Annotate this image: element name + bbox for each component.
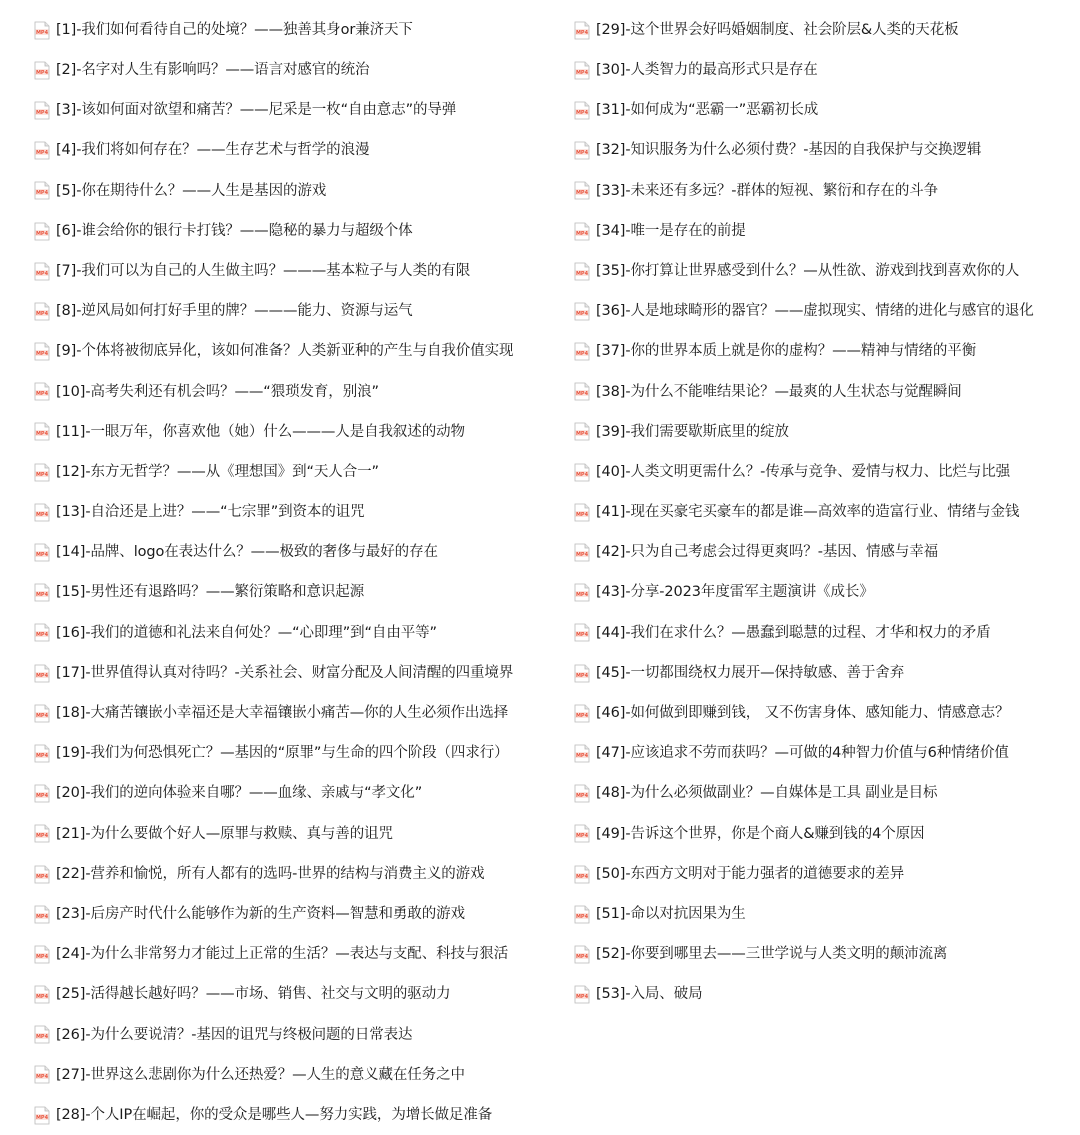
file-name: [25]-活得越长越好吗？——市场、销售、社交与文明的驱动力 xyxy=(56,986,451,1003)
file-name: [28]-个人IP在崛起，你的受众是哪些人—努力实践，为增长做足准备 xyxy=(56,1106,493,1123)
mp4-file-icon xyxy=(574,262,590,281)
file-name: [24]-为什么非常努力才能过上正常的生活？—表达与支配、科技与狠活 xyxy=(56,946,509,963)
mp4-file-icon xyxy=(34,181,50,200)
file-item[interactable] xyxy=(34,332,564,372)
svg-text:MP4: MP4 xyxy=(35,1034,49,1041)
svg-text:MP4: MP4 xyxy=(35,1114,49,1121)
svg-text:MP4: MP4 xyxy=(35,994,49,1001)
file-name: [42]-只为自己考虑会过得更爽吗？-基因、情感与幸福 xyxy=(596,544,939,561)
svg-text:MP4: MP4 xyxy=(575,230,589,237)
mp4-file-icon xyxy=(574,21,590,40)
file-item[interactable] xyxy=(34,372,564,412)
file-item[interactable] xyxy=(574,934,1074,974)
mp4-file-icon xyxy=(34,21,50,40)
file-name: [21]-为什么要做个好人—原罪与救赎、真与善的诅咒 xyxy=(56,825,393,842)
file-name: [40]-人类文明更需什么？-传承与竞争、爱情与权力、比烂与比强 xyxy=(596,463,1011,480)
file-item[interactable] xyxy=(34,573,564,613)
file-item[interactable] xyxy=(34,211,564,251)
mp4-file-icon xyxy=(34,784,50,803)
svg-text:MP4: MP4 xyxy=(575,793,589,800)
file-item[interactable] xyxy=(574,774,1074,814)
mp4-file-icon xyxy=(34,101,50,120)
mp4-file-icon xyxy=(34,623,50,642)
file-item[interactable] xyxy=(574,372,1074,412)
file-item[interactable] xyxy=(34,412,564,452)
mp4-file-icon xyxy=(574,664,590,683)
svg-text:MP4: MP4 xyxy=(35,471,49,478)
file-item[interactable] xyxy=(34,452,564,492)
file-name: [3]-该如何面对欲望和痛苦？——尼采是一枚“自由意志”的导弹 xyxy=(56,102,457,119)
mp4-file-icon xyxy=(574,422,590,441)
file-name: [41]-现在买豪宅买豪车的都是谁—高效率的造富行业、情绪与金钱 xyxy=(596,504,1020,521)
svg-text:MP4: MP4 xyxy=(575,431,589,438)
mp4-file-icon xyxy=(34,382,50,401)
file-item[interactable] xyxy=(574,975,1074,1015)
mp4-file-icon xyxy=(34,222,50,241)
mp4-file-icon xyxy=(34,905,50,924)
svg-text:MP4: MP4 xyxy=(35,592,49,599)
file-name: [15]-男性还有退路吗？——繁衍策略和意识起源 xyxy=(56,584,365,601)
svg-text:MP4: MP4 xyxy=(35,351,49,358)
file-name: [38]-为什么不能唯结果论？—最爽的人生状态与觉醒瞬间 xyxy=(596,383,962,400)
file-name: [45]-一切都围绕权力展开—保持敏感、善于舍弃 xyxy=(596,664,905,681)
file-item[interactable] xyxy=(574,492,1074,532)
file-name: [17]-世界值得认真对待吗？-关系社会、财富分配及人间清醒的四重境界 xyxy=(56,664,514,681)
file-name: [36]-人是地球畸形的器官？——虚拟现实、情绪的进化与感官的退化 xyxy=(596,303,1034,320)
file-item[interactable] xyxy=(34,291,564,331)
mp4-file-icon xyxy=(34,342,50,361)
file-name: [1]-我们如何看待自己的处境？——独善其身or兼济天下 xyxy=(56,21,413,38)
file-name: [11]-一眼万年，你喜欢他（她）什么———人是自我叙述的动物 xyxy=(56,423,465,440)
file-name: [18]-大痛苦镶嵌小幸福还是大幸福镶嵌小痛苦—你的人生必须作出选择 xyxy=(56,705,509,722)
mp4-file-icon xyxy=(574,704,590,723)
file-item[interactable] xyxy=(574,814,1074,854)
file-name: [27]-世界这么悲剧你为什么还热爱？—人生的意义藏在任务之中 xyxy=(56,1066,465,1083)
svg-text:MP4: MP4 xyxy=(35,190,49,197)
mp4-file-icon xyxy=(574,583,590,602)
file-name: [20]-我们的逆向体验来自哪？——血缘、亲戚与“孝文化” xyxy=(56,785,423,802)
mp4-file-icon xyxy=(574,623,590,642)
mp4-file-icon xyxy=(34,1106,50,1125)
svg-text:MP4: MP4 xyxy=(35,552,49,559)
svg-text:MP4: MP4 xyxy=(35,712,49,719)
svg-text:MP4: MP4 xyxy=(35,512,49,519)
mp4-file-icon xyxy=(574,342,590,361)
mp4-file-icon xyxy=(34,1025,50,1044)
file-item[interactable] xyxy=(574,10,1074,50)
file-item[interactable] xyxy=(34,171,564,211)
file-name: [9]-个体将被彻底异化，该如何准备？人类新亚种的产生与自我价值实现 xyxy=(56,343,514,360)
svg-text:MP4: MP4 xyxy=(35,391,49,398)
svg-text:MP4: MP4 xyxy=(35,873,49,880)
file-item[interactable] xyxy=(574,733,1074,773)
mp4-file-icon xyxy=(34,704,50,723)
mp4-file-icon xyxy=(34,824,50,843)
file-name: [14]-品牌、logo在表达什么？——极致的奢侈与最好的存在 xyxy=(56,544,438,561)
file-item[interactable] xyxy=(34,90,564,130)
file-name: [33]-未来还有多远？-群体的短视、繁衍和存在的斗争 xyxy=(596,182,939,199)
file-item[interactable] xyxy=(574,171,1074,211)
file-name: [29]-这个世界会好吗婚姻制度、社会阶层&人类的天花板 xyxy=(596,21,959,38)
file-item[interactable] xyxy=(34,975,564,1015)
svg-text:MP4: MP4 xyxy=(575,471,589,478)
file-item[interactable] xyxy=(34,492,564,532)
mp4-file-icon xyxy=(574,181,590,200)
mp4-file-icon xyxy=(34,141,50,160)
svg-text:MP4: MP4 xyxy=(35,672,49,679)
svg-text:MP4: MP4 xyxy=(35,793,49,800)
file-item[interactable] xyxy=(34,814,564,854)
mp4-file-icon xyxy=(574,101,590,120)
svg-text:MP4: MP4 xyxy=(575,672,589,679)
file-name: [22]-营养和愉悦，所有人都有的选吗-世界的结构与消费主义的游戏 xyxy=(56,865,485,882)
svg-text:MP4: MP4 xyxy=(575,150,589,157)
file-name: [2]-名字对人生有影响吗？——语言对感官的统治 xyxy=(56,62,370,79)
file-name: [32]-知识服务为什么必须付费？-基因的自我保护与交换逻辑 xyxy=(596,142,982,159)
mp4-file-icon xyxy=(574,543,590,562)
file-name: [53]-入局、破局 xyxy=(596,986,703,1003)
svg-text:MP4: MP4 xyxy=(35,1074,49,1081)
file-item[interactable] xyxy=(574,573,1074,613)
mp4-file-icon xyxy=(34,985,50,1004)
file-item[interactable] xyxy=(34,50,564,90)
mp4-file-icon xyxy=(34,503,50,522)
svg-text:MP4: MP4 xyxy=(575,391,589,398)
file-name: [51]-命以对抗因果为生 xyxy=(596,905,746,922)
svg-text:MP4: MP4 xyxy=(575,712,589,719)
svg-text:MP4: MP4 xyxy=(575,311,589,318)
file-item[interactable] xyxy=(574,412,1074,452)
mp4-file-icon xyxy=(34,1065,50,1084)
file-name: [46]-如何做到即赚到钱， 又不伤害身体、感知能力、情感意志？ xyxy=(596,705,1010,722)
file-item[interactable] xyxy=(574,211,1074,251)
file-item[interactable] xyxy=(34,733,564,773)
mp4-file-icon xyxy=(574,905,590,924)
svg-text:MP4: MP4 xyxy=(35,753,49,760)
svg-text:MP4: MP4 xyxy=(575,954,589,961)
file-item[interactable] xyxy=(34,10,564,50)
file-name: [19]-我们为何恐惧死亡？—基因的“原罪”与生命的四个阶段（四求行） xyxy=(56,745,509,762)
file-name: [37]-你的世界本质上就是你的虚构？——精神与情绪的平衡 xyxy=(596,343,977,360)
file-name: [52]-你要到哪里去——三世学说与人类文明的颠沛流离 xyxy=(596,946,948,963)
svg-text:MP4: MP4 xyxy=(575,270,589,277)
svg-text:MP4: MP4 xyxy=(575,110,589,117)
svg-text:MP4: MP4 xyxy=(35,110,49,117)
svg-text:MP4: MP4 xyxy=(35,632,49,639)
file-name: [43]-分享-2023年度雷军主题演讲《成长》 xyxy=(596,584,874,601)
mp4-file-icon xyxy=(574,945,590,964)
file-item[interactable] xyxy=(574,452,1074,492)
file-item[interactable] xyxy=(574,613,1074,653)
svg-text:MP4: MP4 xyxy=(35,69,49,76)
file-name: [7]-我们可以为自己的人生做主吗？———基本粒子与人类的有限 xyxy=(56,262,471,279)
file-item[interactable] xyxy=(574,532,1074,572)
svg-text:MP4: MP4 xyxy=(575,29,589,36)
file-name: [6]-谁会给你的银行卡打钱？——隐秘的暴力与超级个体 xyxy=(56,222,413,239)
file-item[interactable] xyxy=(34,774,564,814)
file-name: [31]-如何成为“恶霸一”恶霸初长成 xyxy=(596,102,819,119)
svg-text:MP4: MP4 xyxy=(575,994,589,1001)
mp4-file-icon xyxy=(574,503,590,522)
file-name: [8]-逆风局如何打好手里的牌？———能力、资源与运气 xyxy=(56,303,413,320)
mp4-file-icon xyxy=(34,744,50,763)
mp4-file-icon xyxy=(574,382,590,401)
mp4-file-icon xyxy=(574,824,590,843)
file-item[interactable] xyxy=(34,1055,564,1095)
file-list-right xyxy=(574,10,1074,1015)
svg-text:MP4: MP4 xyxy=(575,69,589,76)
file-item[interactable] xyxy=(34,693,564,733)
mp4-file-icon xyxy=(574,985,590,1004)
mp4-file-icon xyxy=(574,865,590,884)
file-name: [23]-后房产时代什么能够作为新的生产资料—智慧和勇敢的游戏 xyxy=(56,905,465,922)
svg-text:MP4: MP4 xyxy=(35,29,49,36)
file-item[interactable] xyxy=(34,894,564,934)
svg-text:MP4: MP4 xyxy=(35,311,49,318)
file-name: [34]-唯一是存在的前提 xyxy=(596,222,746,239)
svg-text:MP4: MP4 xyxy=(575,552,589,559)
file-item[interactable] xyxy=(574,251,1074,291)
file-name: [4]-我们将如何存在？——生存艺术与哲学的浪漫 xyxy=(56,142,370,159)
file-item[interactable] xyxy=(34,1095,564,1135)
file-name: [35]-你打算让世界感受到什么？—从性欲、游戏到找到喜欢你的人 xyxy=(596,262,1020,279)
mp4-file-icon xyxy=(574,302,590,321)
file-name: [12]-东方无哲学？——从《理想国》到“天人合一” xyxy=(56,463,379,480)
mp4-file-icon xyxy=(574,141,590,160)
file-item[interactable] xyxy=(34,1015,564,1055)
file-list-left xyxy=(34,10,564,1135)
file-name: [5]-你在期待什么？——人生是基因的游戏 xyxy=(56,182,327,199)
svg-text:MP4: MP4 xyxy=(35,833,49,840)
file-item[interactable] xyxy=(574,131,1074,171)
mp4-file-icon xyxy=(34,865,50,884)
mp4-file-icon xyxy=(34,61,50,80)
file-item[interactable] xyxy=(34,854,564,894)
mp4-file-icon xyxy=(34,422,50,441)
file-item[interactable] xyxy=(574,90,1074,130)
svg-text:MP4: MP4 xyxy=(575,351,589,358)
svg-text:MP4: MP4 xyxy=(575,592,589,599)
svg-text:MP4: MP4 xyxy=(35,431,49,438)
mp4-file-icon xyxy=(34,664,50,683)
file-item[interactable] xyxy=(34,613,564,653)
file-item[interactable] xyxy=(574,291,1074,331)
svg-text:MP4: MP4 xyxy=(35,270,49,277)
svg-text:MP4: MP4 xyxy=(35,230,49,237)
mp4-file-icon xyxy=(34,543,50,562)
file-name: [50]-东西方文明对于能力强者的道德要求的差异 xyxy=(596,865,905,882)
mp4-file-icon xyxy=(34,463,50,482)
file-name: [16]-我们的道德和礼法来自何处？—“心即理”到“自由平等” xyxy=(56,624,437,641)
file-item[interactable] xyxy=(34,934,564,974)
file-item[interactable] xyxy=(34,131,564,171)
svg-text:MP4: MP4 xyxy=(575,632,589,639)
file-name: [10]-高考失利还有机会吗？——“猥琐发育，别浪” xyxy=(56,383,379,400)
file-item[interactable] xyxy=(574,50,1074,90)
mp4-file-icon xyxy=(574,784,590,803)
mp4-file-icon xyxy=(574,744,590,763)
file-name: [26]-为什么要说清？-基因的诅咒与终极问题的日常表达 xyxy=(56,1026,413,1043)
svg-text:MP4: MP4 xyxy=(575,833,589,840)
file-item[interactable] xyxy=(574,693,1074,733)
file-name: [48]-为什么必须做副业？—自媒体是工具 副业是目标 xyxy=(596,785,938,802)
file-name: [49]-告诉这个世界，你是个商人&赚到钱的4个原因 xyxy=(596,825,925,842)
file-item[interactable] xyxy=(574,332,1074,372)
mp4-file-icon xyxy=(574,463,590,482)
mp4-file-icon xyxy=(34,262,50,281)
file-item[interactable] xyxy=(34,653,564,693)
file-name: [47]-应该追求不劳而获吗？—可做的4种智力价值与6种情绪价值 xyxy=(596,745,1009,762)
file-name: [30]-人类智力的最高形式只是存在 xyxy=(596,62,818,79)
file-item[interactable] xyxy=(34,251,564,291)
mp4-file-icon xyxy=(34,945,50,964)
mp4-file-icon xyxy=(574,61,590,80)
file-name: [44]-我们在求什么？—愚蠢到聪慧的过程、才华和权力的矛盾 xyxy=(596,624,991,641)
svg-text:MP4: MP4 xyxy=(575,190,589,197)
svg-text:MP4: MP4 xyxy=(575,753,589,760)
svg-text:MP4: MP4 xyxy=(35,150,49,157)
svg-text:MP4: MP4 xyxy=(35,913,49,920)
file-item[interactable] xyxy=(574,653,1074,693)
svg-text:MP4: MP4 xyxy=(575,913,589,920)
file-name: [13]-自洽还是上进？——“七宗罪”到资本的诅咒 xyxy=(56,504,365,521)
file-name: [39]-我们需要歇斯底里的绽放 xyxy=(596,423,789,440)
file-item[interactable] xyxy=(574,894,1074,934)
svg-text:MP4: MP4 xyxy=(35,954,49,961)
mp4-file-icon xyxy=(574,222,590,241)
mp4-file-icon xyxy=(34,302,50,321)
mp4-file-icon xyxy=(34,583,50,602)
svg-text:MP4: MP4 xyxy=(575,873,589,880)
file-item[interactable] xyxy=(34,532,564,572)
svg-text:MP4: MP4 xyxy=(575,512,589,519)
file-item[interactable] xyxy=(574,854,1074,894)
